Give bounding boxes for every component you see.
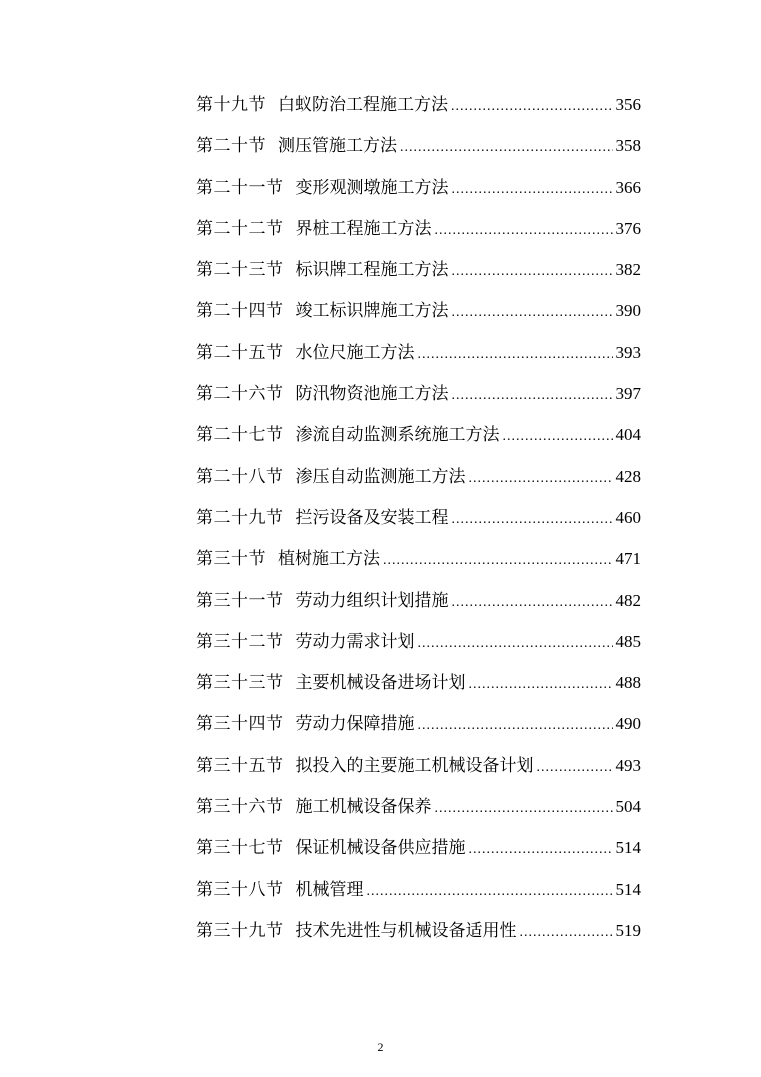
toc-title: 拦污设备及安装工程 — [295, 507, 449, 528]
toc-page-number: 490 — [615, 714, 641, 734]
toc-title: 施工机械设备保养 — [295, 797, 432, 818]
toc-title: 竣工标识牌施工方法 — [295, 301, 449, 322]
toc-entry[interactable] — [196, 379, 641, 420]
toc-page-number: 366 — [615, 177, 641, 197]
toc-entry[interactable] — [196, 916, 641, 957]
toc-entry[interactable] — [196, 420, 641, 461]
toc-section-label: 第三十五节 — [196, 755, 284, 776]
toc-leader-dots — [469, 677, 613, 693]
toc-section-label: 第二十五节 — [196, 342, 284, 363]
toc-page-number: 519 — [615, 920, 641, 940]
toc-page-number: 358 — [615, 136, 641, 156]
toc-page-number: 488 — [615, 673, 641, 693]
toc-entry[interactable] — [196, 296, 641, 337]
toc-title: 渗压自动监测施工方法 — [295, 466, 466, 487]
toc-entry[interactable] — [196, 586, 641, 627]
toc-page-number: 460 — [615, 507, 641, 527]
toc-entry[interactable] — [196, 503, 641, 544]
toc-section-label: 第三十一节 — [196, 590, 284, 611]
toc-section-label: 第三十四节 — [196, 714, 284, 735]
toc-page-number: 482 — [615, 590, 641, 610]
toc-leader-dots — [537, 760, 613, 776]
toc-section-label: 第二十一节 — [196, 177, 284, 198]
toc-entry[interactable] — [196, 462, 641, 503]
toc-leader-dots — [418, 347, 613, 363]
toc-leader-dots — [435, 223, 613, 239]
toc-page-number: 393 — [615, 342, 641, 362]
toc-leader-dots — [451, 99, 613, 115]
toc-page-number: 485 — [615, 631, 641, 651]
toc-leader-dots — [469, 471, 613, 487]
toc-section-label: 第三十三节 — [196, 673, 284, 694]
toc-page-number: 514 — [615, 838, 641, 858]
toc-leader-dots — [469, 842, 613, 858]
toc-section-label: 第三十七节 — [196, 838, 284, 859]
toc-leader-dots — [452, 182, 613, 198]
table-of-contents — [196, 90, 641, 957]
toc-leader-dots — [452, 388, 613, 404]
toc-section-label: 第三十六节 — [196, 797, 284, 818]
toc-leader-dots — [520, 925, 613, 941]
toc-entry[interactable] — [196, 875, 641, 916]
toc-title: 劳动力组织计划措施 — [295, 590, 449, 611]
toc-section-label: 第二十三节 — [196, 260, 284, 281]
toc-leader-dots — [452, 512, 613, 528]
toc-leader-dots — [400, 140, 613, 156]
toc-page-number: 382 — [615, 260, 641, 280]
toc-entry[interactable] — [196, 627, 641, 668]
toc-entry[interactable] — [196, 751, 641, 792]
toc-leader-dots — [435, 801, 613, 817]
toc-section-label: 第十九节 — [196, 95, 266, 115]
toc-title: 变形观测墩施工方法 — [295, 177, 449, 198]
toc-leader-dots — [452, 595, 613, 611]
toc-section-label: 第二十六节 — [196, 384, 284, 405]
toc-page-number: 493 — [615, 755, 641, 775]
toc-entry[interactable] — [196, 792, 641, 833]
toc-section-label: 第三十八节 — [196, 879, 284, 900]
toc-title: 主要机械设备进场计划 — [295, 673, 466, 694]
toc-entry[interactable] — [196, 255, 641, 296]
toc-page-number: 404 — [615, 425, 641, 445]
toc-leader-dots — [452, 305, 613, 321]
toc-page-number: 471 — [615, 549, 641, 569]
toc-title: 渗流自动监测系统施工方法 — [295, 425, 500, 446]
toc-title: 水位尺施工方法 — [295, 342, 415, 363]
toc-section-label: 第二十二节 — [196, 218, 284, 239]
toc-section-label: 第二十四节 — [196, 301, 284, 322]
toc-title: 劳动力需求计划 — [295, 631, 415, 652]
toc-title: 防汛物资池施工方法 — [295, 384, 449, 405]
toc-entry[interactable] — [196, 544, 641, 585]
toc-leader-dots — [418, 636, 613, 652]
toc-page-number: 428 — [615, 466, 641, 486]
toc-entry[interactable] — [196, 338, 641, 379]
toc-title: 标识牌工程施工方法 — [295, 260, 449, 281]
toc-entry[interactable] — [196, 214, 641, 255]
toc-section-label: 第二十八节 — [196, 466, 284, 487]
toc-section-label: 第三十二节 — [196, 631, 284, 652]
toc-title: 植树施工方法 — [278, 549, 380, 570]
toc-section-label: 第三十节 — [196, 549, 266, 570]
toc-page-number: 514 — [615, 879, 641, 899]
toc-title: 白蚁防治工程施工方法 — [278, 95, 448, 115]
toc-title: 测压管施工方法 — [278, 136, 397, 157]
toc-leader-dots — [418, 718, 613, 734]
page-footer-number: 2 — [377, 1040, 384, 1054]
toc-title: 技术先进性与机械设备适用性 — [295, 920, 517, 941]
toc-section-label: 第二十七节 — [196, 425, 284, 446]
toc-entry[interactable] — [196, 131, 641, 172]
toc-leader-dots — [367, 884, 613, 900]
toc-title: 保证机械设备供应措施 — [295, 838, 466, 859]
toc-page-number: 504 — [615, 797, 641, 817]
toc-section-label: 第二十九节 — [196, 507, 284, 528]
toc-page-number: 376 — [615, 218, 641, 238]
toc-entry[interactable] — [196, 709, 641, 750]
toc-page-number: 397 — [615, 384, 641, 404]
toc-section-label: 第三十九节 — [196, 920, 284, 941]
toc-title: 机械管理 — [295, 879, 364, 900]
toc-entry[interactable] — [196, 173, 641, 214]
toc-title: 界桩工程施工方法 — [295, 218, 432, 239]
toc-leader-dots — [383, 553, 613, 569]
toc-leader-dots — [452, 264, 613, 280]
toc-title: 劳动力保障措施 — [295, 714, 415, 735]
toc-page-number: 356 — [615, 95, 641, 114]
toc-section-label: 第二十节 — [196, 136, 266, 157]
toc-entry[interactable] — [196, 833, 641, 874]
toc-leader-dots — [503, 429, 613, 445]
toc-page-number: 390 — [615, 301, 641, 321]
toc-title: 拟投入的主要施工机械设备计划 — [295, 755, 534, 776]
toc-entry[interactable] — [196, 90, 641, 131]
toc-entry[interactable] — [196, 668, 641, 709]
